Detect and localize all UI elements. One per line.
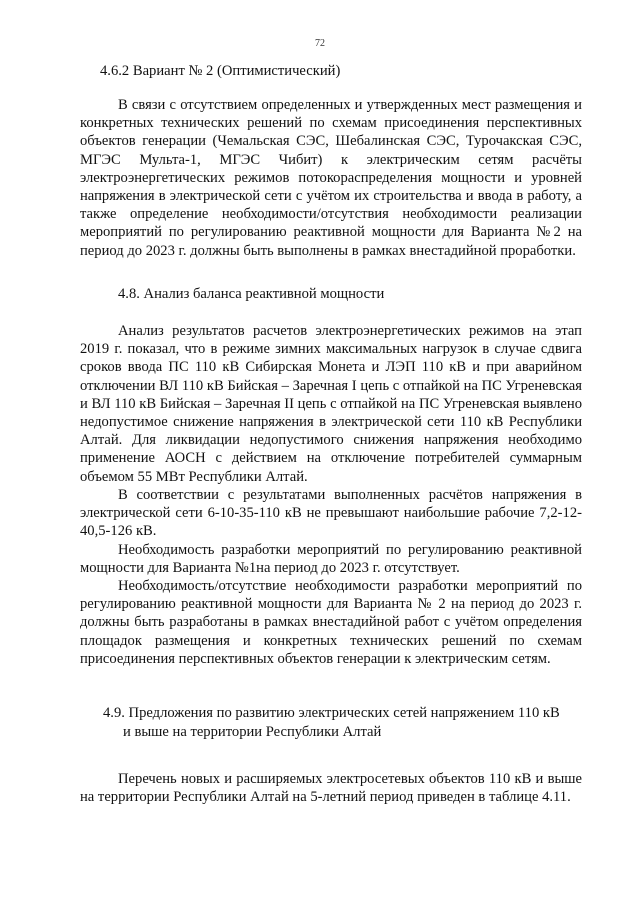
paragraph-variant-1-necessity: Необходимость разработки мероприятий по регулированию реактивной мощности для Варианта №1на период до 2023 г. отсутствует. xyxy=(80,542,582,577)
paragraph-analysis-results: Анализ результатов расчетов электроэнергетических режимов на этап 2019 г. показал, что в режиме зимних максимальных нагрузок в случае сдвига сроков ввода ПС 110 кВ Сибирская Монета и ЛЭП 110 кВ и при аварийном отключении ВЛ 110 кВ Бийская – Заречная I цепь с отпайкой на ПС Угреневская и ВЛ 110 кВ Бийская – Заречная II цепь с отпайкой на ПС Угреневская выявлено недопустимое снижение напряжения в электрической сети 110 кВ Республики Алтай. Для ликвидации недопустимого снижения напряжения необходимо применение АОСН с действием на отключение потребителей суммарным объемом 55 МВт Республики Алтай. xyxy=(80,323,582,485)
paragraph-variant-2: В связи с отсутствием определенных и утвержденных мест размещения и конкретных технических решений по схемам присоединения перспективных объектов генерации (Чемальская СЭС, Шебалинская СЭС, Турочакская СЭС, МГЭС Мульта-1, МГЭС Чибит) к электрическим сетям расчёты электроэнергетических режимов потокораспределения мощности и уровней напряжения в электрической сети с учётом их строительства и ввода в работу, а также определение необходимости/отсутствия необходимости реализации мероприятий по регулированию реактивной мощности для Варианта №2 на период до 2023 г. должны быть выполнены в рамках внестадийной проработки. xyxy=(80,97,582,259)
paragraph-voltage-compliance: В соответствии с результатами выполненных расчётов напряжения в электрической сети 6-10-35-110 кВ не превышают наибольшие рабочие 7,2-12-40,5-126 кВ. xyxy=(80,487,582,540)
heading-4-8: 4.8. Анализ баланса реактивной мощности xyxy=(118,286,385,302)
page-number: 72 xyxy=(315,38,325,49)
paragraph-variant-2-necessity: Необходимость/отсутствие необходимости разработки мероприятий по регулированию реактивной мощности для Варианта № 2 на период до 2023 г. должны быть разработаны в рамках внестадийной работ с учётом определения площадок размещения и конкретных технических решений по схемам присоединения перспективных объектов генерации к электрическим сетям. xyxy=(80,578,582,667)
heading-4-9 xyxy=(103,704,583,742)
heading-4-9-line2: и выше на территории Республики Алтай xyxy=(123,724,382,740)
heading-4-6-2: 4.6.2 Вариант № 2 (Оптимистический) xyxy=(100,63,341,79)
paragraph-network-objects-list: Перечень новых и расширяемых электросетевых объектов 110 кВ и выше на территории Республики Алтай на 5-летний период приведен в таблице 4.11. xyxy=(80,771,582,806)
heading-4-9-line1: 4.9. Предложения по развитию электрических сетей напряжением 110 кВ xyxy=(103,705,560,721)
